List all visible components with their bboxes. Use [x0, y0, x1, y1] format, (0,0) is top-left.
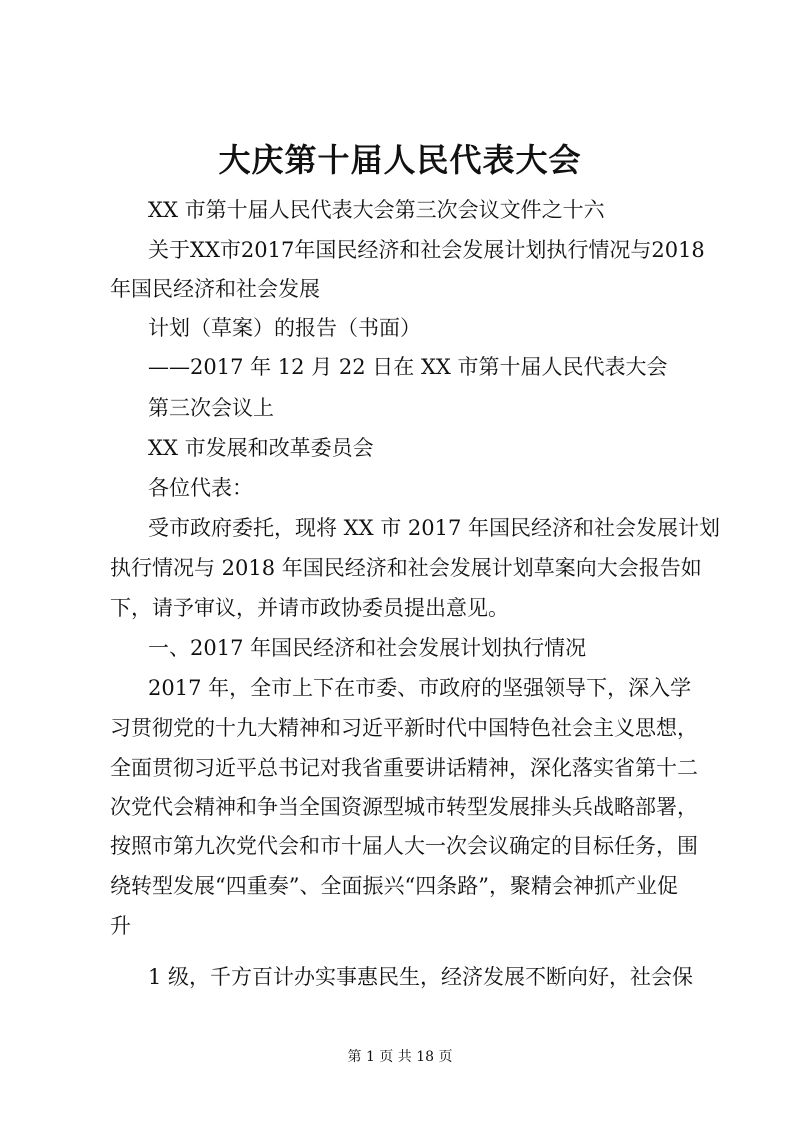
document-line: 年国民经济和社会发展 — [110, 277, 320, 301]
document-line: 按照市第九次党代会和市十届人大一次会议确定的目标任务，围 — [110, 834, 698, 858]
document-line: 受市政府委托，现将 XX 市 2017 年国民经济和社会发展计划 — [148, 516, 721, 540]
document-line: XX 市发展和改革委员会 — [148, 436, 374, 460]
page-number: 第 1 页 共 18 页 — [347, 1049, 453, 1065]
document-line: 全面贯彻习近平总书记对我省重要讲话精神，深化落实省第十二 — [110, 756, 698, 780]
document-line: 执行情况与 2018 年国民经济和社会发展计划草案向大会报告如 — [110, 556, 702, 580]
document-line: 一、2017 年国民经济和社会发展计划执行情况 — [148, 636, 587, 660]
document-line: 计划（草案）的报告（书面） — [148, 316, 421, 340]
document-line: ——2017 年 12 月 22 日在 XX 市第十届人民代表大会 — [148, 355, 668, 379]
document-line: 2017 年，全市上下在市委、市政府的坚强领导下，深入学 — [148, 676, 692, 700]
page-title: 大庆第十届人民代表大会 — [218, 141, 582, 179]
document-line: 关于XX市2017年国民经济和社会发展计划执行情况与2018 — [148, 238, 705, 262]
document-line: 升 — [110, 914, 131, 938]
document-line: 习贯彻党的十九大精神和习近平新时代中国特色社会主义思想， — [110, 716, 698, 740]
document-line: 第三次会议上 — [148, 396, 274, 420]
document-line: XX 市第十届人民代表大会第三次会议文件之十六 — [148, 198, 605, 222]
document-line: 绕转型发展“四重奏”、全面振兴“四条路”，聚精会神抓产业促 — [110, 874, 678, 898]
document-line: 各位代表： — [148, 476, 253, 500]
document-line: 次党代会精神和争当全国资源型城市转型发展排头兵战略部署， — [110, 795, 698, 819]
document-line: 1 级，千方百计办实事惠民生，经济发展不断向好，社会保 — [148, 965, 694, 989]
document-line: 下，请予审议，并请市政协委员提出意见。 — [110, 596, 509, 620]
